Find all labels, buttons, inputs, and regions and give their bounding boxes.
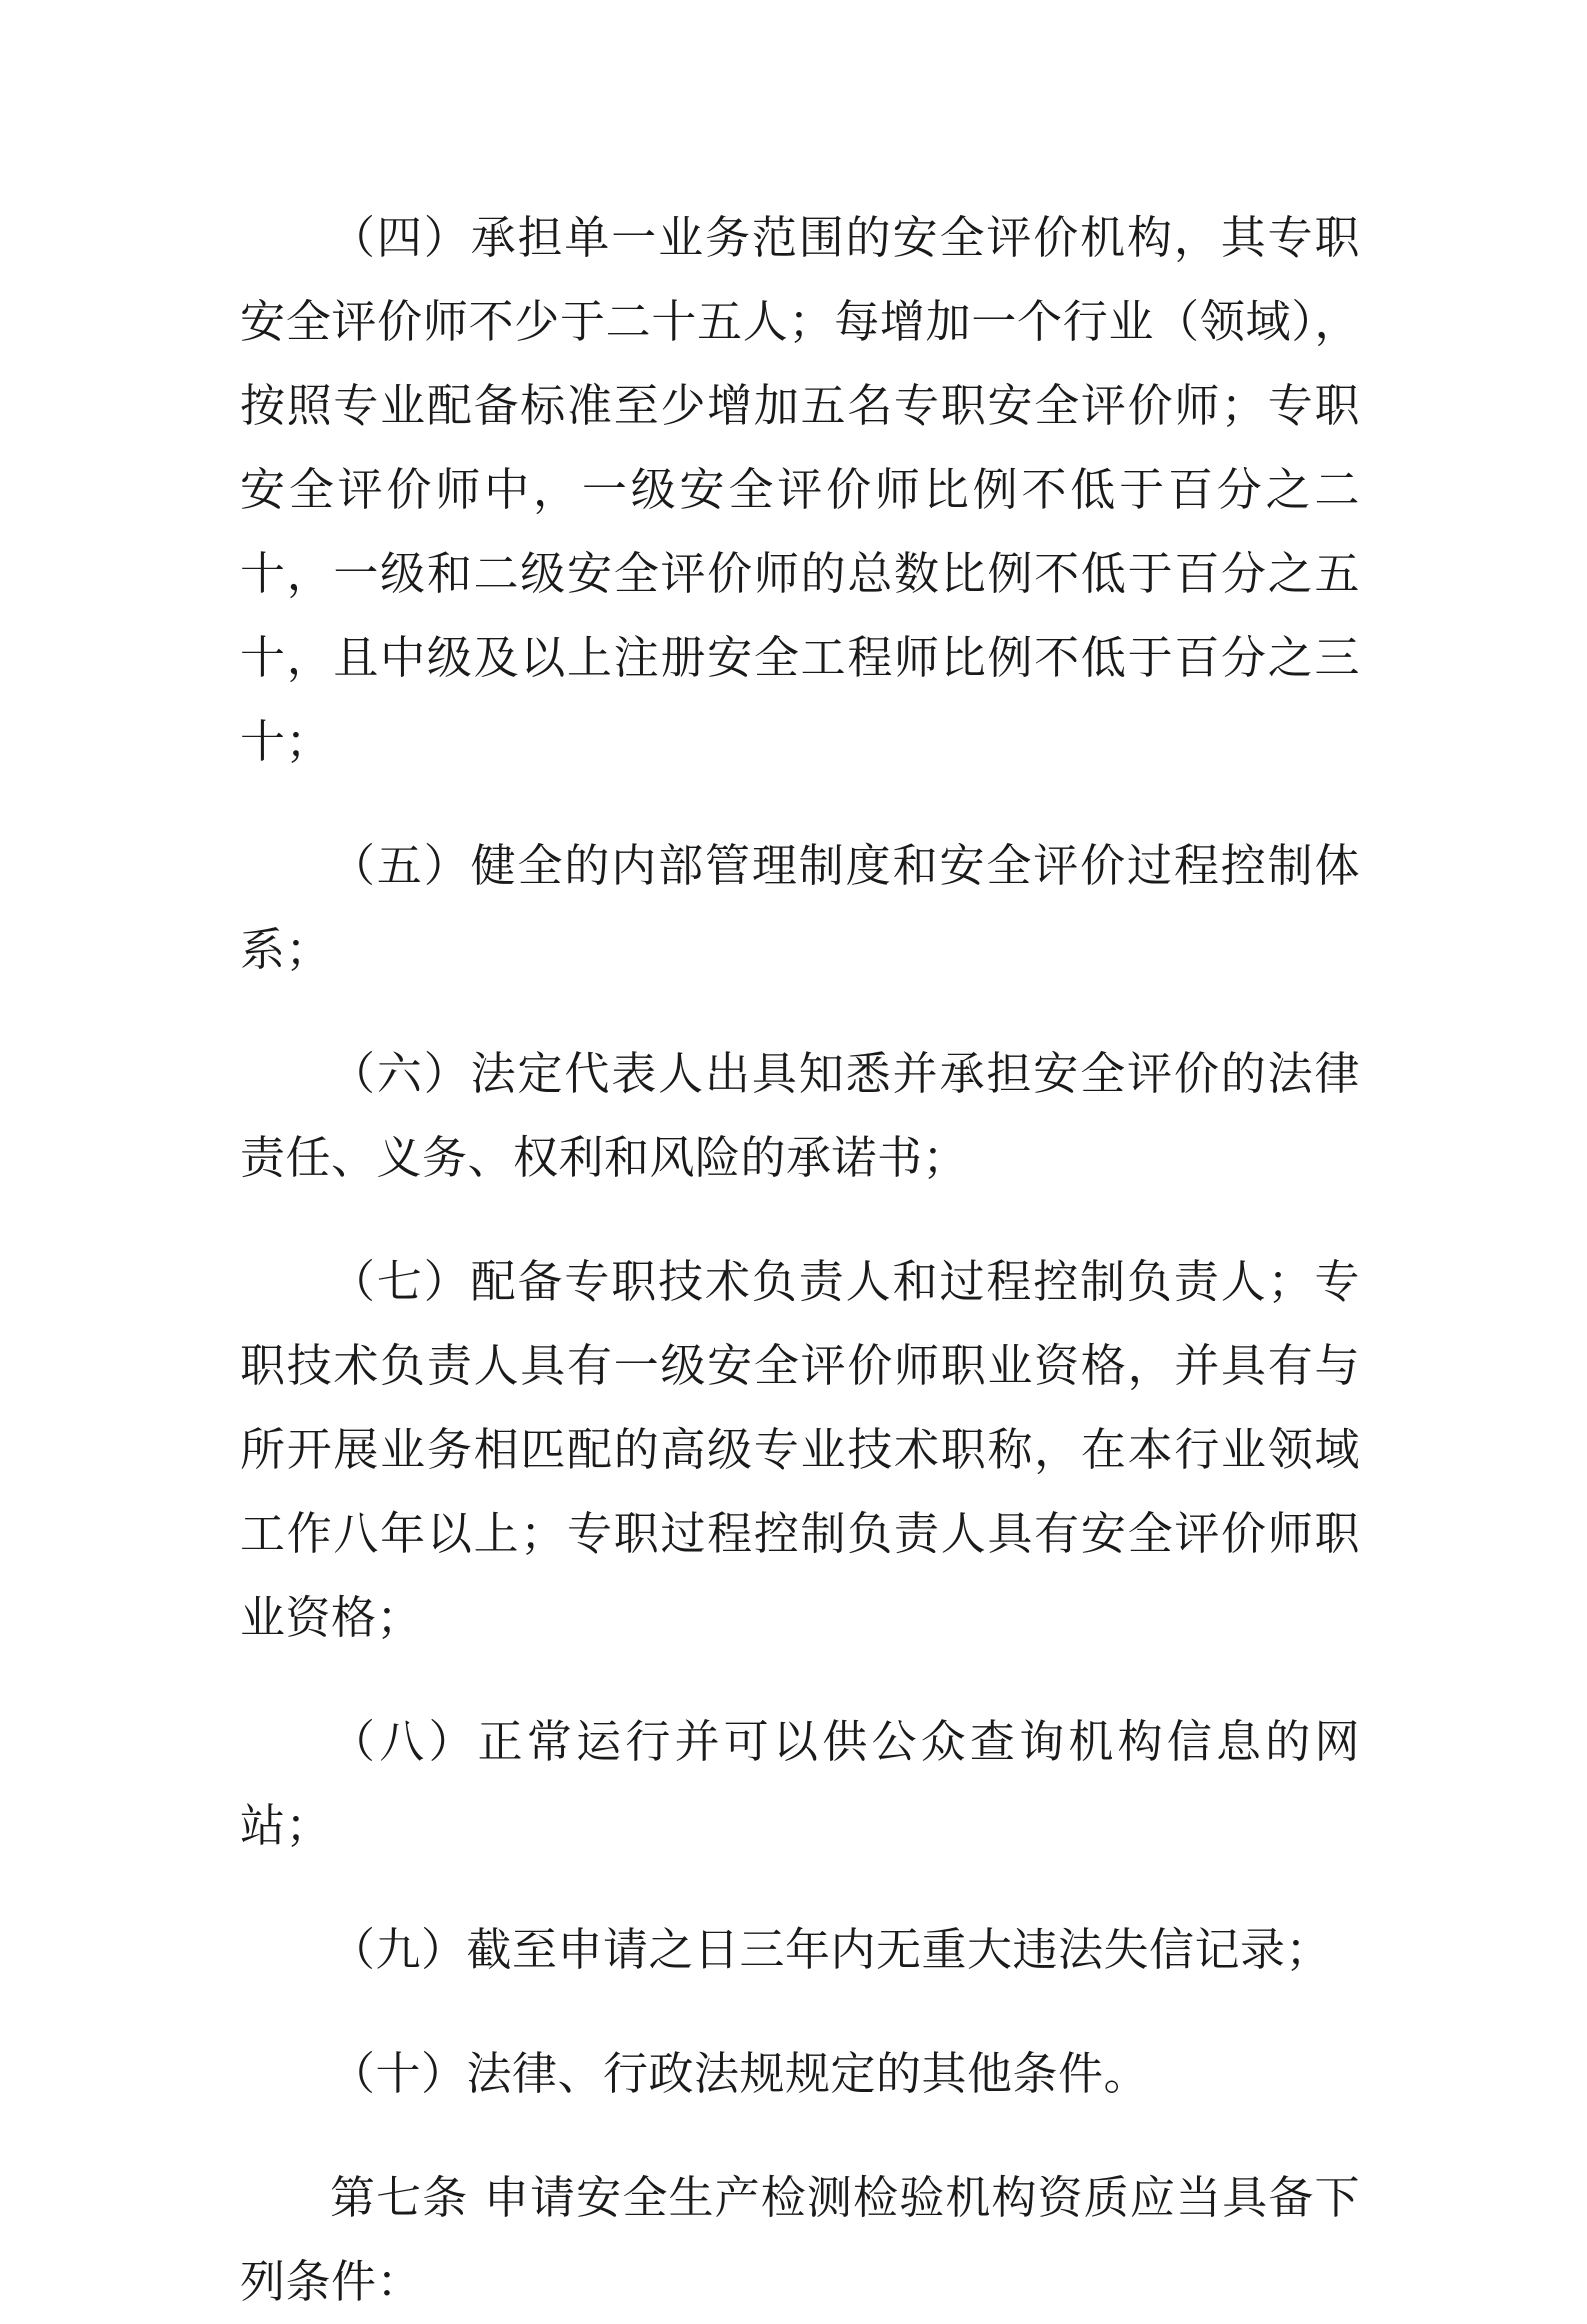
paragraph-gap [240,1200,1360,1240]
paragraph-item-6: （六）法定代表人出具知悉并承担安全评价的法律责任、义务、权利和风险的承诺书； [240,1047,1360,1184]
paragraph-item-4: （四）承担单一业务范围的安全评价机构，其专职安全评价师不少于二十五人；每增加一个行业（领域），按照专业配备标准至少增加五名专职安全评价师；专职安全评价师中，一级安全评价师比例不低于百分之二十，一级和二级安全评价师的总数比例不低于百分之五十，且中级及以上注册安全工程师比例不低于百分之三十； [240,211,1360,768]
paragraph-item-7: （七）配备专职技术负责人和过程控制负责人；专职技术负责人具有一级安全评价师职业资格，并具有与所开展业务相匹配的高级专业技术职称，在本行业领域工作八年以上；专职过程控制负责人具有安全评价师职业资格； [240,1255,1360,1644]
paragraph-item-9: （九）截至申请之日三年内无重大违法失信记录； [330,1923,1332,1976]
article-7-paragraph: 第七条 申请安全生产检测检验机构资质应当具备下列条件： [240,2171,1360,2308]
document-body [240,196,1360,2324]
paragraph-item-5: （五）健全的内部管理制度和安全评价过程控制体系； [240,839,1360,976]
paragraph-gap [240,1992,1360,2032]
paragraph-item-8: （八）正常运行并可以供公众查询机构信息的网站； [240,1715,1360,1852]
paragraph-gap [240,1660,1360,1700]
paragraph-gap [240,784,1360,824]
paragraph-gap [240,1868,1360,1908]
paragraph-item-10: （十）法律、行政法规规定的其他条件。 [330,2047,1150,2100]
paragraph-gap [240,2116,1360,2156]
paragraph-gap [240,992,1360,1032]
